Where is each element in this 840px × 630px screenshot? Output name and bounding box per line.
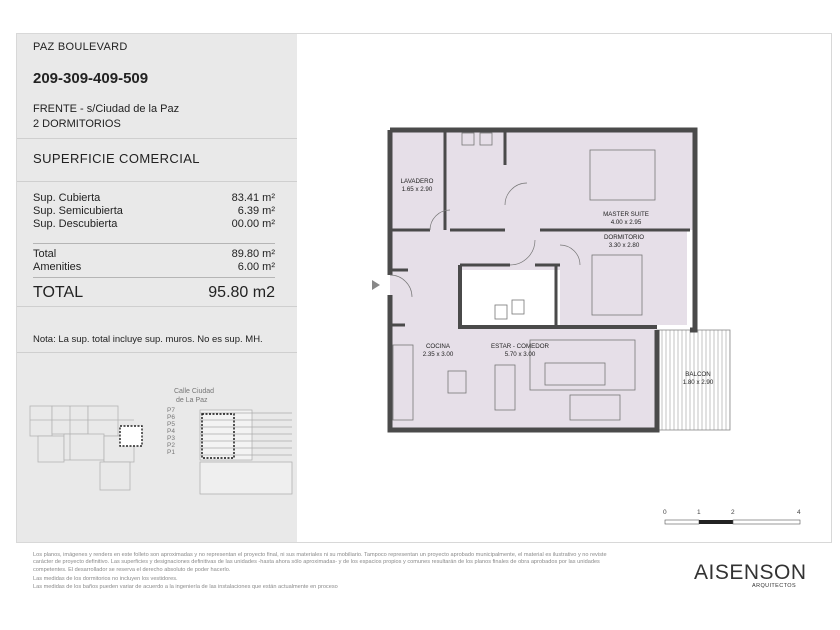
unit-location-marker [120, 426, 142, 446]
room-dims: 3.30 x 2.80 [608, 242, 640, 249]
surface-row-label: Sup. Descubierta [33, 218, 118, 230]
disclaimer [33, 552, 673, 591]
subtotal-row [33, 261, 275, 273]
total-row [33, 284, 275, 302]
room-dims: 5.70 x 3.00 [504, 351, 536, 358]
subtotal-label: Amenities [33, 261, 82, 273]
key-street-line1: Calle Ciudad [174, 388, 215, 395]
brand-logo: AISENSON [694, 561, 807, 584]
scale-label: 0 [663, 509, 667, 516]
floor-label: P5 [167, 421, 175, 428]
divider [17, 138, 297, 139]
surface-row [33, 205, 275, 217]
room-name: DORMITORIO [603, 234, 645, 241]
room-name: LAVADERO [400, 178, 434, 185]
floor-label: P3 [167, 435, 175, 442]
total-label: TOTAL [33, 284, 84, 301]
disclaimer-line: Las medidas de los baños pueden variar de acuerdo a la ingeniería de las instalaciones que están actualmente en proceso [33, 583, 338, 590]
surface-row-value: 83.41 m² [231, 192, 275, 204]
unit-numbers: 209-309-409-509 [33, 70, 149, 87]
floor-label: P2 [167, 442, 175, 449]
front-orientation: FRENTE - s/Ciudad de la Paz [33, 103, 180, 115]
room-dims: 1.65 x 2.90 [401, 186, 433, 193]
room-dims: 1.80 x 2.90 [682, 379, 714, 386]
divider [33, 243, 275, 244]
room-name: COCINA [425, 343, 451, 350]
entrance-arrow-icon [372, 280, 380, 290]
total-value: 95.80 m2 [208, 284, 275, 301]
room-name: ESTAR - COMEDOR [491, 343, 549, 350]
floor-label: P4 [167, 428, 175, 435]
room-name: BALCON [685, 371, 711, 378]
subtotal-value: 6.00 m² [237, 261, 275, 273]
room-dims: 2.35 x 3.00 [422, 351, 454, 358]
disclaimer-line: carácter de proyecto definitivo. Las superficies y designaciones definitivas de las unidades -hasta ahora sólo aproximadas- y de los espacios propios y comunes resultarán de los planos finales de obra aprobados por las unidades [33, 559, 600, 566]
scale-label: 4 [797, 509, 801, 516]
subtotal-label: Total [33, 248, 57, 260]
surface-row-value: 6.39 m² [237, 205, 275, 217]
surface-row [33, 192, 275, 204]
divider [17, 181, 297, 182]
subtotal-row [33, 248, 275, 260]
brand-subtitle: ARQUITECTOS [752, 583, 797, 589]
bedroom-count: 2 DORMITORIOS [33, 118, 121, 130]
scale-label: 2 [731, 509, 735, 516]
key-plan-block [30, 406, 134, 490]
elevation-diagram [200, 410, 292, 494]
subtotal-value: 89.80 m² [231, 248, 275, 260]
divider [17, 306, 297, 307]
surface-row-value: 00.00 m² [231, 218, 275, 230]
divider [17, 352, 297, 353]
disclaimer-line: competentes. El desarrollador se reserva el derecho absoluto de poder hacerlo. [33, 566, 231, 573]
key-plan [24, 380, 294, 500]
floor-label: P7 [167, 407, 175, 414]
room-name: MASTER SUITE [603, 211, 649, 218]
surface-row-label: Sup. Semicubierta [33, 205, 123, 217]
divider [33, 277, 275, 278]
disclaimer-line: Los planos, imágenes y renders en este folleto son aproximadas y no representan el proyecto final, ni sus materiales ni su mobiliario. Tampoco representan un proyecto aprobado municipalmente, el material es ilustrativo y no reviste [33, 552, 607, 558]
surface-title: SUPERFICIE COMERCIAL [33, 151, 200, 166]
surface-row [33, 218, 275, 230]
surface-row-label: Sup. Cubierta [33, 192, 101, 204]
floor-label: P1 [167, 449, 175, 456]
floor-label: P6 [167, 414, 175, 421]
floor-plan [360, 115, 740, 445]
room-areas [390, 130, 695, 430]
scale-bar [660, 505, 810, 535]
surface-note: Nota: La sup. total incluye sup. muros. No es sup. MH. [33, 334, 263, 345]
disclaimer-line: Las medidas de los dormitorios no incluyen los vestidores. [33, 576, 178, 583]
room-dims: 4.00 x 2.95 [610, 219, 642, 226]
scale-label: 1 [697, 509, 701, 516]
key-street-line2: de La Paz [176, 397, 208, 404]
building-name: PAZ BOULEVARD [33, 41, 128, 53]
